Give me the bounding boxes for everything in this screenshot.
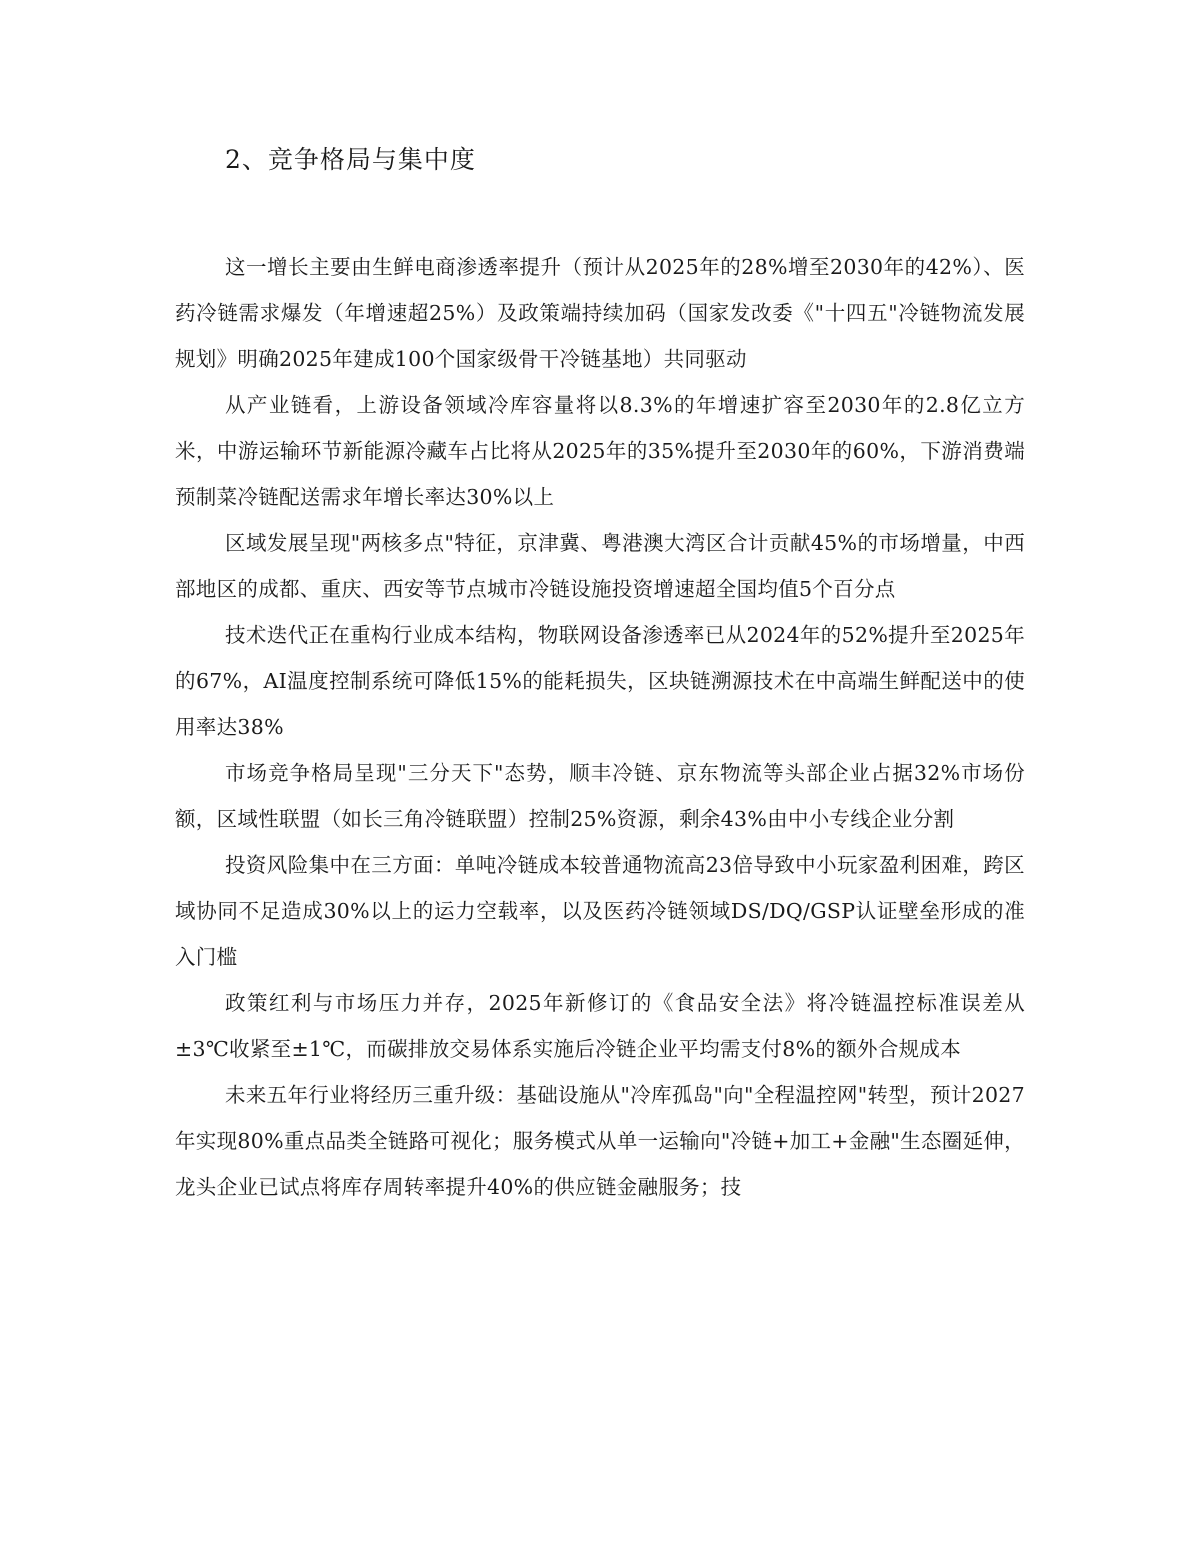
paragraph-future-outlook: 未来五年行业将经历三重升级：基础设施从"冷库孤岛"向"全程温控网"转型，预计2027年实现80%重点品类全链路可视化；服务模式从单一运输向"冷链+加工+金融"生态圈延伸，龙头企业已试点将库存周转率提升40%的供应链金融服务；技: [175, 1083, 1025, 1199]
paragraph-policy: 政策红利与市场压力并存，2025年新修订的《食品安全法》将冷链温控标准误差从±3℃收紧至±1℃，而碳排放交易体系实施后冷链企业平均需支付8%的额外合规成本: [175, 991, 1025, 1061]
paragraph-technology: 技术迭代正在重构行业成本结构，物联网设备渗透率已从2024年的52%提升至2025年的67%，AI温度控制系统可降低15%的能耗损失，区块链溯源技术在中高端生鲜配送中的使用率达38%: [175, 623, 1025, 739]
section-heading: 2、竞争格局与集中度: [225, 145, 476, 174]
paragraph-regional-development: 区域发展呈现"两核多点"特征，京津冀、粤港澳大湾区合计贡献45%的市场增量，中西部地区的成都、重庆、西安等节点城市冷链设施投资增速超全国均值5个百分点: [175, 531, 1025, 601]
paragraph-investment-risk: 投资风险集中在三方面：单吨冷链成本较普通物流高23倍导致中小玩家盈利困难，跨区域协同不足造成30%以上的运力空载率，以及医药冷链领域DS/DQ/GSP认证壁垒形成的准入门槛: [175, 853, 1025, 969]
paragraph-competition: 市场竞争格局呈现"三分天下"态势，顺丰冷链、京东物流等头部企业占据32%市场份额，区域性联盟（如长三角冷链联盟）控制25%资源，剩余43%由中小专线企业分割: [175, 761, 1025, 831]
body-text: [175, 244, 1025, 1210]
paragraph-industry-chain: 从产业链看，上游设备领域冷库容量将以8.3%的年增速扩容至2030年的2.8亿立方米，中游运输环节新能源冷藏车占比将从2025年的35%提升至2030年的60%，下游消费端预制菜冷链配送需求年增长率达30%以上: [175, 393, 1025, 509]
paragraph-growth-drivers: 这一增长主要由生鲜电商渗透率提升（预计从2025年的28%增至2030年的42%）、医药冷链需求爆发（年增速超25%）及政策端持续加码（国家发改委《"十四五"冷链物流发展规划》明确2025年建成100个国家级骨干冷链基地）共同驱动: [175, 255, 1025, 371]
